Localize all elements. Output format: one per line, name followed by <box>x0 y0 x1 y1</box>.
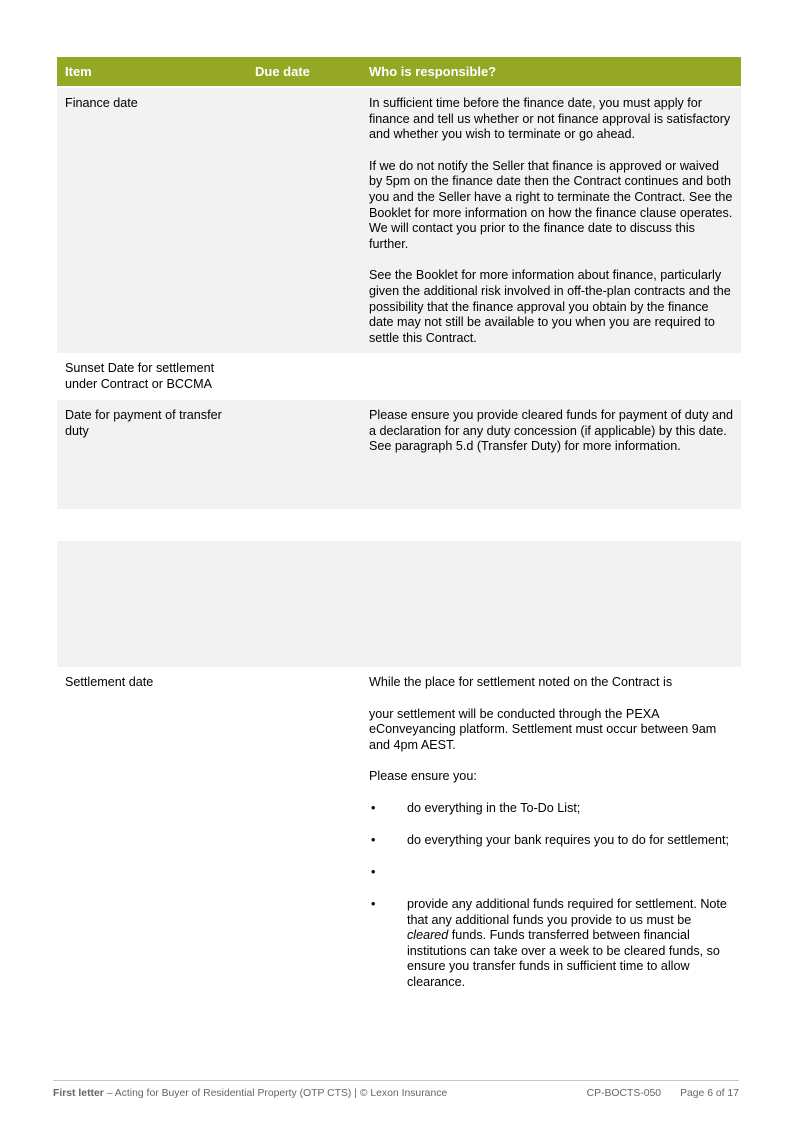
finance-item: Finance date <box>65 96 138 110</box>
settlement-due-date <box>247 667 361 1047</box>
due-dates-table <box>57 57 741 1047</box>
settlement-para-2: your settlement will be conducted through the PEXA eConveyancing platform. Settlement must occur between 9am and 4pm AEST. <box>369 706 717 752</box>
settlement-bullet-list <box>369 801 735 991</box>
bullet-text: do everything in the To-Do List; <box>407 800 581 815</box>
sunset-responsible <box>361 353 741 400</box>
footer-doc-code: CP-BOCTS-050 <box>586 1088 662 1099</box>
bullet-text-part: funds. Funds transferred between financial institutions can take over a week to be cleared funds, so ensure you transfer funds in sufficient time to allow clearance. <box>407 928 720 989</box>
list-item <box>369 801 735 817</box>
duty-responsible <box>361 400 741 509</box>
bullet-text-empty <box>407 865 735 881</box>
duty-para-1: Please ensure you provide cleared funds for payment of duty and a declaration for any duty concession (if applicable) by this date. See paragraph 5.d (Transfer Duty) for more information. <box>369 408 734 454</box>
bullet-text-part: provide any additional funds required for settlement. Note that any additional funds you provide to us must be <box>407 896 727 927</box>
bullet-text <box>407 897 735 991</box>
list-item <box>369 897 735 991</box>
list-item <box>369 833 735 849</box>
header-responsible: Who is responsible? <box>369 64 497 79</box>
bullet-text-emphasis: cleared <box>407 928 449 943</box>
bullet-icon: • <box>371 832 376 847</box>
settlement-responsible <box>361 667 741 1047</box>
finance-para-1: In sufficient time before the finance date, you must apply for finance and tell us whether or not finance approval is satisfactory and whether you wish to terminate or go ahead. <box>369 96 731 142</box>
page-footer <box>53 1088 739 1099</box>
header-item: Item <box>65 64 92 79</box>
footer-page-number: Page 6 of 17 <box>680 1088 739 1099</box>
finance-para-2: If we do not notify the Seller that finance is approved or waived by 5pm on the finance date then the Contract continues and both you and the Seller have a right to terminate the Contract. See the Booklet for more information on how the finance clause operates. We will contact you prior to the finance date to discuss this further. <box>369 158 733 251</box>
table-row-empty-1 <box>57 509 741 541</box>
bullet-text: do everything your bank requires you to do for settlement; <box>407 832 730 847</box>
table-row-duty <box>57 400 741 509</box>
table-row-finance <box>57 88 741 353</box>
bullet-icon: • <box>371 864 376 879</box>
sunset-item: Sunset Date for settlement under Contract or BCCMA <box>65 361 215 391</box>
footer-title-rest: – Acting for Buyer of Residential Property (OTP CTS) | © Lexon Insurance <box>103 1088 448 1099</box>
finance-para-3: See the Booklet for more information about finance, particularly given the additional risk involved in off-the-plan contracts and the possibility that the finance approval you obtain by the finance date may not still be available to you when you are required to settle this Contract. <box>369 268 731 345</box>
table-row-sunset <box>57 353 741 400</box>
bullet-icon: • <box>371 800 376 815</box>
footer-divider <box>53 1080 739 1081</box>
footer-title <box>53 1088 587 1099</box>
table-row-settlement <box>57 667 741 1047</box>
header-due-date: Due date <box>255 64 310 79</box>
list-item <box>369 865 735 881</box>
sunset-due-date <box>247 353 361 400</box>
finance-responsible <box>361 88 741 353</box>
settlement-para-3: Please ensure you: <box>369 769 477 784</box>
table-row-empty-2 <box>57 541 741 667</box>
finance-due-date <box>247 88 361 353</box>
table-header <box>57 57 741 88</box>
duty-due-date <box>247 400 361 509</box>
settlement-para-1: While the place for settlement noted on the Contract is <box>369 675 673 689</box>
bullet-icon: • <box>371 896 376 911</box>
footer-title-bold: First letter <box>53 1088 104 1099</box>
duty-item: Date for payment of transfer duty <box>65 408 222 438</box>
settlement-item: Settlement date <box>65 675 154 689</box>
